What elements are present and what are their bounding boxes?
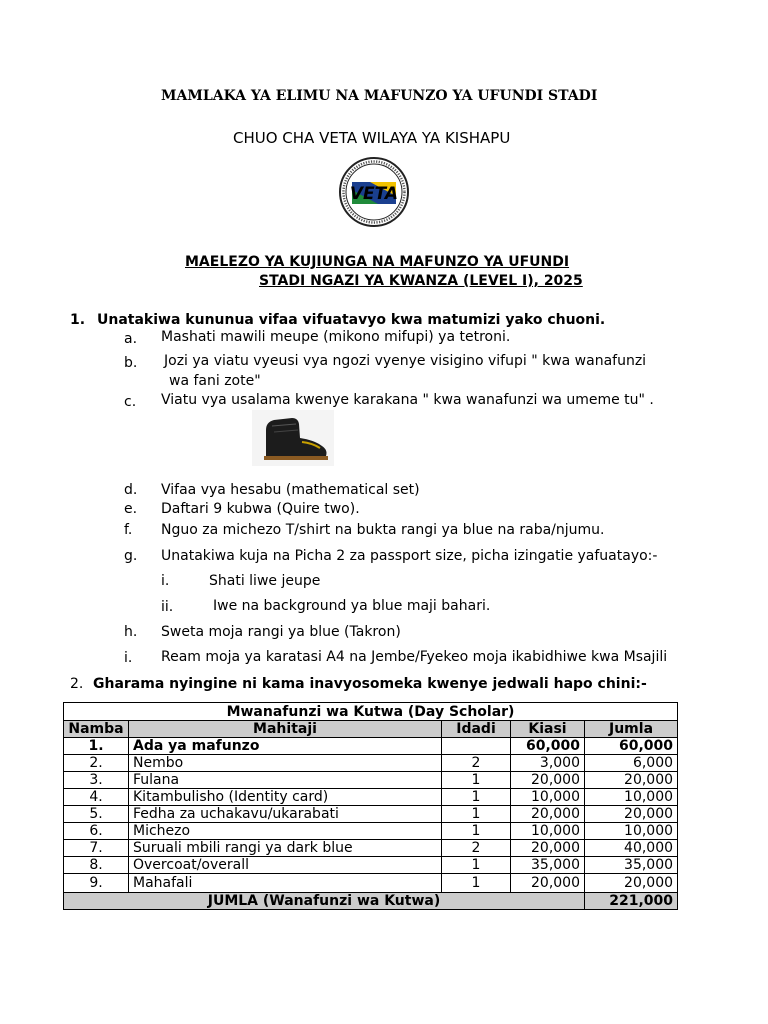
cell-no: 1. (64, 738, 129, 755)
footer-label: JUMLA (Wanafunzi wa Kutwa) (64, 893, 585, 910)
cell-amount: 3,000 (511, 755, 585, 772)
logo-text: VETA (349, 184, 399, 204)
table-caption-row (64, 703, 678, 721)
table-header-row (64, 721, 678, 738)
cell-no: 3. (64, 772, 129, 789)
cell-qty (442, 738, 511, 755)
cell-total: 60,000 (585, 738, 678, 755)
item-text-h: Sweta moja rangi ya blue (Takron) (161, 624, 401, 640)
item-text-e: Daftari 9 kubwa (Quire two). (161, 501, 360, 517)
college-name: CHUO CHA VETA WILAYA YA KISHAPU (233, 129, 511, 147)
section1-heading: Unatakiwa kununua vifaa vifuatavyo kwa matumizi yako chuoni. (97, 312, 606, 328)
cell-total: 20,000 (585, 874, 678, 893)
section2-heading: Gharama nyingine ni kama inavyosomeka kwenye jedwali hapo chini:- (93, 676, 647, 692)
header-namba: Namba (64, 721, 129, 738)
item-text-f: Nguo za michezo T/shirt na bukta rangi ya blue na raba/njumu. (161, 522, 605, 538)
item-text-d: Vifaa vya hesabu (mathematical set) (161, 482, 420, 498)
table-row (64, 823, 678, 840)
item-label-h: h. (124, 624, 138, 640)
item-text-g: Unatakiwa kuja na Picha 2 za passport size, picha izingatie yafuatayo:- (161, 548, 658, 564)
table-row (64, 840, 678, 857)
table-footer-row (64, 893, 678, 910)
cell-qty: 1 (442, 823, 511, 840)
table-row (64, 857, 678, 874)
cell-amount: 20,000 (511, 806, 585, 823)
document-title-line2: STADI NGAZI YA KWANZA (LEVEL I), 2025 (259, 273, 583, 289)
cell-total: 35,000 (585, 857, 678, 874)
cell-amount: 10,000 (511, 789, 585, 806)
document-title-line1: MAELEZO YA KUJIUNGA NA MAFUNZO YA UFUNDI (185, 254, 570, 270)
cell-item: Kitambulisho (Identity card) (129, 789, 442, 806)
cell-no: 2. (64, 755, 129, 772)
footer-total: 221,000 (585, 893, 678, 910)
cell-item: Ada ya mafunzo (129, 738, 442, 755)
veta-logo (338, 156, 410, 228)
cell-amount: 35,000 (511, 857, 585, 874)
cell-no: 4. (64, 789, 129, 806)
cell-item: Overcoat/overall (129, 857, 442, 874)
cell-amount: 10,000 (511, 823, 585, 840)
table-row (64, 755, 678, 772)
header-mahitaji: Mahitaji (129, 721, 442, 738)
header-kiasi: Kiasi (511, 721, 585, 738)
item-label-b: b. (124, 355, 138, 371)
cell-item: Fulana (129, 772, 442, 789)
header-jumla: Jumla (585, 721, 678, 738)
subitem-label-i: i. (161, 573, 170, 589)
cell-no: 5. (64, 806, 129, 823)
cell-qty: 1 (442, 772, 511, 789)
subitem-text-i: Shati liwe jeupe (209, 573, 321, 589)
cell-total: 40,000 (585, 840, 678, 857)
cell-total: 6,000 (585, 755, 678, 772)
header-idadi: Idadi (442, 721, 511, 738)
cell-amount: 20,000 (511, 840, 585, 857)
cell-amount: 60,000 (511, 738, 585, 755)
item-label-e: e. (124, 501, 138, 517)
item-text-a: Mashati mawili meupe (mikono mifupi) ya tetroni. (161, 329, 511, 345)
cell-qty: 1 (442, 857, 511, 874)
cell-no: 8. (64, 857, 129, 874)
table-row (64, 738, 678, 755)
cell-qty: 1 (442, 874, 511, 893)
item-label-g: g. (124, 548, 138, 564)
authority-heading: MAMLAKA YA ELIMU NA MAFUNZO YA UFUNDI STADI (161, 88, 598, 104)
item-label-c: c. (124, 394, 137, 410)
table-row (64, 772, 678, 789)
cell-item: Mahafali (129, 874, 442, 893)
fees-table (63, 702, 678, 910)
table-row (64, 874, 678, 893)
table-row (64, 806, 678, 823)
safety-boot-image (252, 410, 334, 466)
item-text-c: Viatu vya usalama kwenye karakana " kwa wanafunzi wa umeme tu" . (161, 392, 654, 408)
cell-item: Suruali mbili rangi ya dark blue (129, 840, 442, 857)
item-label-a: a. (124, 331, 138, 347)
cell-item: Nembo (129, 755, 442, 772)
item-label-i: i. (124, 650, 133, 666)
cell-total: 10,000 (585, 789, 678, 806)
table-caption: Mwanafunzi wa Kutwa (Day Scholar) (64, 703, 678, 721)
item-label-d: d. (124, 482, 138, 498)
subitem-label-ii: ii. (161, 599, 174, 615)
cell-qty: 2 (442, 755, 511, 772)
cell-qty: 2 (442, 840, 511, 857)
section1-number: 1. (70, 312, 86, 328)
item-label-f: f. (124, 522, 133, 538)
item-text-b-cont: wa fani zote" (169, 373, 261, 389)
section2-number: 2. (70, 676, 84, 692)
cell-item: Fedha za uchakavu/ukarabati (129, 806, 442, 823)
cell-total: 10,000 (585, 823, 678, 840)
cell-item: Michezo (129, 823, 442, 840)
cell-qty: 1 (442, 789, 511, 806)
cell-qty: 1 (442, 806, 511, 823)
item-text-b: Jozi ya viatu vyeusi vya ngozi vyenye visigino vifupi " kwa wanafunzi (164, 353, 647, 369)
cell-no: 7. (64, 840, 129, 857)
subitem-text-ii: Iwe na background ya blue maji bahari. (213, 598, 491, 614)
cell-total: 20,000 (585, 772, 678, 789)
item-text-i: Ream moja ya karatasi A4 na Jembe/Fyekeo moja ikabidhiwe kwa Msajili (161, 649, 668, 665)
table-row (64, 789, 678, 806)
cell-amount: 20,000 (511, 772, 585, 789)
cell-no: 6. (64, 823, 129, 840)
cell-total: 20,000 (585, 806, 678, 823)
cell-no: 9. (64, 874, 129, 893)
cell-amount: 20,000 (511, 874, 585, 893)
